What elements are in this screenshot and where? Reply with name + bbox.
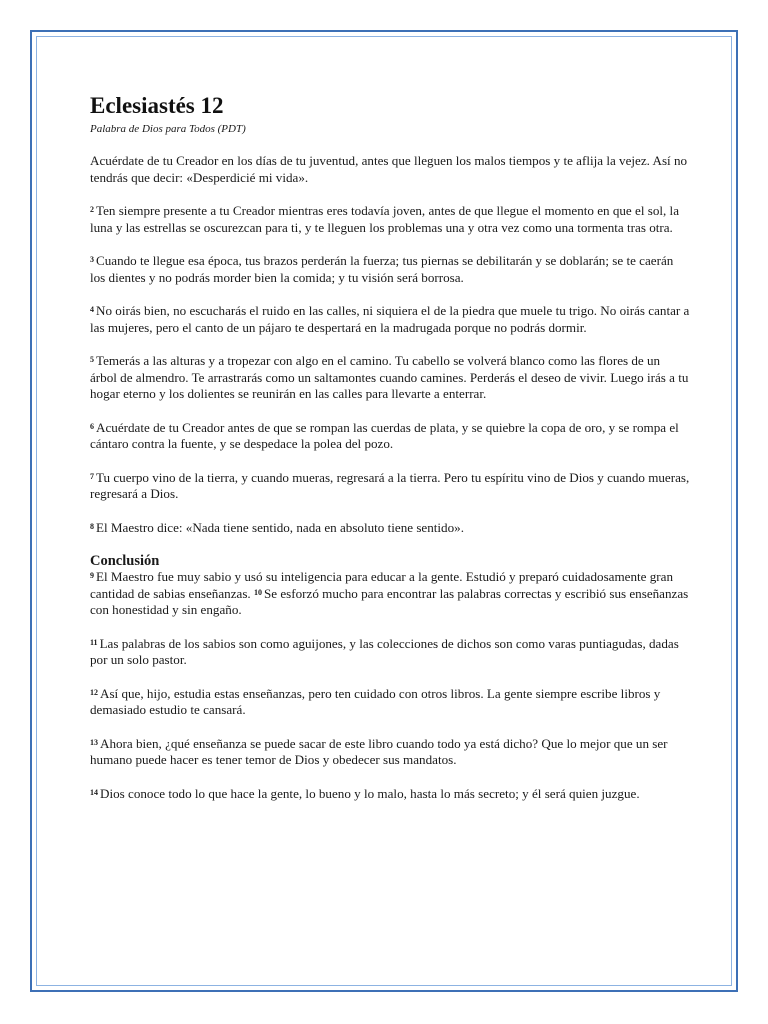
verse-text: Tu cuerpo vino de la tierra, y cuando mueras, regresará a la tierra. Pero tu espíritu vino de Dios y cuando mueras, regresará a Dios. [90, 469, 690, 501]
verse-number: 6 [90, 421, 94, 431]
verse-text: Dios conoce todo lo que hace la gente, lo bueno y lo malo, hasta lo más secreto; y él será quien juzgue. [100, 785, 640, 801]
verse-number: 8 [90, 521, 94, 531]
verse-text: El Maestro dice: «Nada tiene sentido, nada en absoluto tiene sentido». [96, 519, 464, 535]
verse-text: Acuérdate de tu Creador antes de que se rompan las cuerdas de plata, y se quiebre la copa de oro, y se rompa el cántaro contra la fuente, y se despedace la polea del pozo. [90, 419, 679, 451]
verse-5 [90, 353, 690, 403]
verse-2 [90, 203, 690, 236]
verse-number: 11 [90, 637, 98, 647]
conclusion-heading: Conclusión [90, 553, 160, 569]
verse-12 [90, 686, 690, 719]
verse-text: El Maestro fue muy sabio y usó su inteligencia para educar a la gente. Estudió y preparó cuidadosamente gran cantidad de sabias enseñanzas. [90, 569, 674, 601]
verse-text: Se esforzó mucho para encontrar las palabras correctas y escribió sus enseñanzas con honestidad y sin engaño. [90, 585, 689, 617]
verse-7 [90, 470, 690, 503]
verse-text: Temerás a las alturas y a tropezar con algo en el camino. Tu cabello se volverá blanco como las flores de un árbol de almendro. Te arrastrarás como un saltamontes cuando camines. Perderás el deseo de vivir. Luego irás a tu hogar eterno y los dolientes se reunirán en las calles para llevarte a enterrar. [90, 353, 689, 401]
verse-text: No oirás bien, no escucharás el ruido en las calles, ni siquiera el de la piedra que muele tu trigo. No oirás cantar a las mujeres, pero el canto de un pájaro te despertará en la madrugada porque no podrás dormir. [90, 303, 690, 335]
verse-9-10 [90, 569, 690, 619]
verse-number: 9 [90, 571, 94, 580]
verse-3 [90, 253, 690, 286]
verse-text: Ahora bien, ¿qué enseñanza se puede sacar de este libro cuando todo ya está dicho? Que lo mejor que un ser humano puede hacer es tener temor de Dios y obedecer sus mandatos. [90, 735, 668, 767]
verse-number: 12 [90, 687, 98, 697]
verse-text: Cuando te llegue esa época, tus brazos perderán la fuerza; tus piernas se debilitarán y se doblarán; se te caerán los dientes y no podrás morder bien la comida; y tu visión será borrosa. [90, 253, 674, 285]
verse-number: 7 [90, 471, 94, 481]
verse-1 [90, 153, 690, 186]
verse-6 [90, 420, 690, 453]
verse-number: 4 [90, 305, 94, 314]
page-title: Eclesiastés 12 [90, 93, 224, 118]
verse-13 [90, 736, 690, 769]
verse-number: 2 [90, 205, 94, 214]
verse-text: Acuérdate de tu Creador en los días de tu juventud, antes que lleguen los malos tiempos y te aflija la vejez. Así no tendrás que decir: «Desperdicié mi vida». [90, 153, 688, 185]
verse-11 [90, 636, 690, 669]
verse-8 [90, 520, 690, 537]
verse-number: 5 [90, 355, 94, 364]
verse-number: 10 [253, 587, 262, 597]
verse-text: Así que, hijo, estudia estas enseñanzas, pero ten cuidado con otros libros. La gente siempre escribe libros y demasiado estudio te cansará. [90, 685, 661, 717]
verse-text: Las palabras de los sabios son como aguijones, y las colecciones de dichos son como varas puntiagudas, dadas por un solo pastor. [90, 635, 679, 667]
document-body [90, 90, 690, 819]
verse-4 [90, 303, 690, 336]
verse-14 [90, 786, 690, 803]
translation-subtitle: Palabra de Dios para Todos (PDT) [90, 123, 246, 135]
verse-number: 14 [90, 787, 98, 797]
verse-text: Ten siempre presente a tu Creador mientras eres todavía joven, antes de que llegue el momento en que el sol, la luna y las estrellas se oscurezcan para ti, y te lleguen los problemas una y otra vez como una tormenta tras otra. [90, 203, 680, 235]
verse-number: 13 [90, 737, 98, 747]
verse-number: 3 [90, 255, 94, 264]
